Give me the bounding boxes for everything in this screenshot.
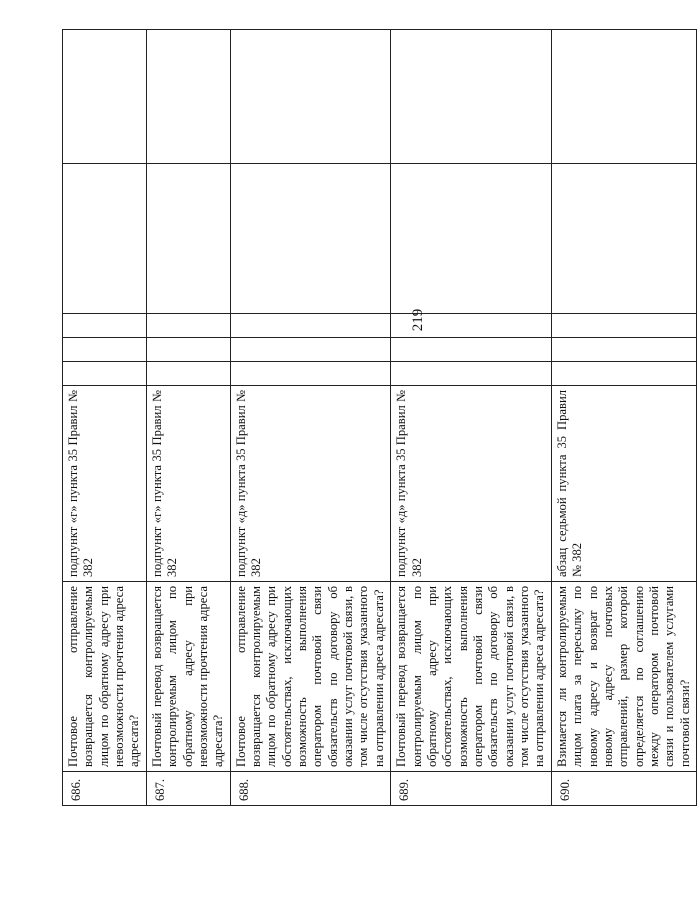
note-cell[interactable] bbox=[230, 164, 391, 314]
checklist-table bbox=[62, 29, 697, 806]
table-row bbox=[230, 30, 391, 806]
table-row bbox=[391, 30, 552, 806]
row-question: Почтовый перевод возвращается контролируемым лицом по обратному адресу при невозможности прочтения адреса адресата? bbox=[146, 582, 230, 772]
answer-cell-no[interactable] bbox=[230, 338, 391, 362]
answer-cell-yes[interactable] bbox=[63, 362, 147, 386]
note-cell[interactable] bbox=[391, 164, 552, 314]
answer-cell-yes[interactable] bbox=[391, 362, 552, 386]
answer-cell-no[interactable] bbox=[391, 338, 552, 362]
answer-cell-na[interactable] bbox=[63, 314, 147, 338]
page-number: 219 bbox=[410, 308, 426, 332]
rotated-content bbox=[62, 30, 692, 806]
comment-cell[interactable] bbox=[230, 30, 391, 164]
row-reference: подпункт «д» пункта 35 Правил № 382 bbox=[230, 386, 391, 582]
note-cell[interactable] bbox=[63, 164, 147, 314]
row-reference: подпункт «г» пункта 35 Правил № 382 bbox=[63, 386, 147, 582]
answer-cell-yes[interactable] bbox=[551, 362, 696, 386]
row-reference: подпункт «г» пункта 35 Правил № 382 bbox=[146, 386, 230, 582]
table-row bbox=[63, 30, 147, 806]
row-question: Почтовое отправление возвращается контролируемым лицом по обратному адресу при невозможности прочтения адреса адресата? bbox=[63, 582, 147, 772]
row-question: Взимается ли контролируемым лицом плата за пересылку по новому адресу и возврат по новому адресу почтовых отправлений, размер которой определяется по соглашению между оператором почтовой связи и пользователем услугами почтовой связи? bbox=[551, 582, 696, 772]
row-number: 689. bbox=[391, 772, 552, 806]
checklist-table-wrapper bbox=[62, 30, 692, 806]
answer-cell-yes[interactable] bbox=[230, 362, 391, 386]
answer-cell-no[interactable] bbox=[551, 338, 696, 362]
row-question: Почтовый перевод возвращается контролируемым лицом по обратному адресу при обстоятельствах, исключающих возможность выполнения оператором почтовой связи обязательств по договору об оказании услуг почтовой связи, в том числе отсутствия указанного на отправлении адреса адресата? bbox=[391, 582, 552, 772]
row-number: 686. bbox=[63, 772, 147, 806]
row-reference: абзац седьмой пункта 35 Правил № 382 bbox=[551, 386, 696, 582]
answer-cell-na[interactable] bbox=[230, 314, 391, 338]
answer-cell-no[interactable] bbox=[63, 338, 147, 362]
answer-cell-na[interactable] bbox=[551, 314, 696, 338]
answer-cell-yes[interactable] bbox=[146, 362, 230, 386]
answer-cell-na[interactable] bbox=[391, 314, 552, 338]
answer-cell-na[interactable] bbox=[146, 314, 230, 338]
table-row bbox=[146, 30, 230, 806]
row-number: 690. bbox=[551, 772, 696, 806]
row-number: 688. bbox=[230, 772, 391, 806]
answer-cell-no[interactable] bbox=[146, 338, 230, 362]
row-question: Почтовое отправление возвращается контролируемым лицом по обратному адресу при обстоятельствах, исключающих возможность выполнения оператором почтовой связи обязательств по договору об оказании услуг почтовой связи, в том числе отсутствия указанного на отправлении адреса адресата? bbox=[230, 582, 391, 772]
comment-cell[interactable] bbox=[551, 30, 696, 164]
note-cell[interactable] bbox=[551, 164, 696, 314]
comment-cell[interactable] bbox=[63, 30, 147, 164]
comment-cell[interactable] bbox=[391, 30, 552, 164]
note-cell[interactable] bbox=[146, 164, 230, 314]
row-number: 687. bbox=[146, 772, 230, 806]
table-row bbox=[551, 30, 696, 806]
row-reference: подпункт «д» пункта 35 Правил № 382 bbox=[391, 386, 552, 582]
comment-cell[interactable] bbox=[146, 30, 230, 164]
